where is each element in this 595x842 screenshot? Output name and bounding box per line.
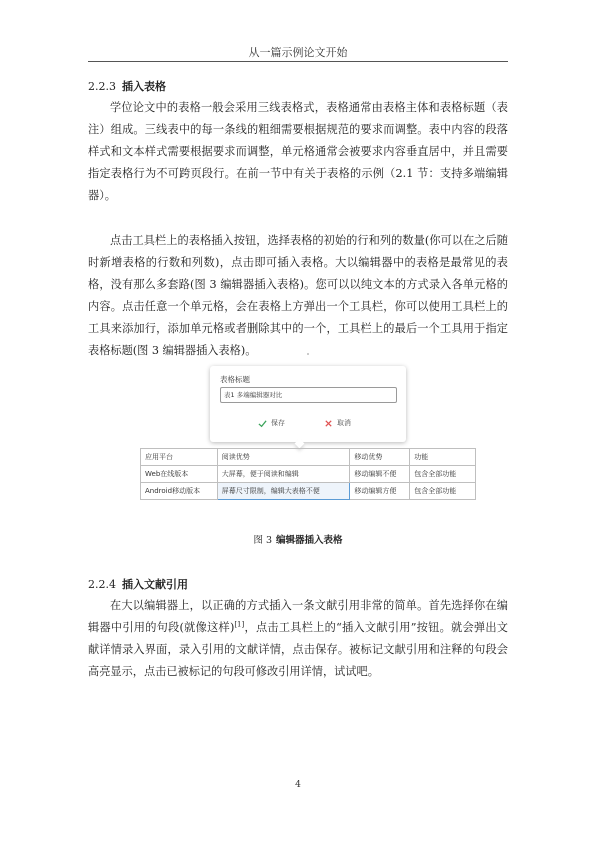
caption-number: 图 3 bbox=[253, 535, 273, 546]
check-icon bbox=[258, 419, 267, 428]
citation-mark[interactable]: [1] bbox=[234, 620, 245, 629]
table-cell[interactable]: 阅读优势 bbox=[217, 449, 350, 466]
popup-label: 表格标题 bbox=[220, 375, 250, 384]
table-cell[interactable]: 包含全部功能 bbox=[410, 483, 476, 500]
decorative-dot bbox=[307, 353, 309, 355]
save-button[interactable] bbox=[258, 418, 285, 428]
cancel-button[interactable] bbox=[324, 418, 351, 428]
figure-editor-table bbox=[140, 352, 476, 504]
table-cell-selected[interactable]: 屏幕尺寸限制，编辑大表格不便 bbox=[217, 483, 350, 500]
cancel-label: 取消 bbox=[337, 419, 351, 427]
section-title: 插入文献引用 bbox=[122, 578, 188, 591]
section-heading-2-2-3 bbox=[88, 78, 166, 94]
table-cell[interactable]: 应用平台 bbox=[141, 449, 218, 466]
table-row bbox=[141, 449, 476, 466]
table-cell[interactable]: 功能 bbox=[410, 449, 476, 466]
table-cell[interactable]: 大屏幕，便于阅读和编辑 bbox=[217, 466, 350, 483]
comparison-table bbox=[140, 448, 476, 500]
page-number: 4 bbox=[295, 780, 301, 790]
table-cell[interactable]: Web在线版本 bbox=[141, 466, 218, 483]
running-header: 从一篇示例论文开始 bbox=[248, 46, 348, 59]
paragraph-citation bbox=[88, 595, 508, 683]
close-icon bbox=[324, 419, 333, 428]
caption-input[interactable]: 表1 多端编辑器对比 bbox=[220, 387, 397, 403]
table-cell[interactable]: 移动优势 bbox=[350, 449, 410, 466]
paragraph-table-insert: 点击工具栏上的表格插入按钮，选择表格的初始的行和列的数量(你可以在之后随时新增表格的行数和列数)，点击即可插入表格。大以编辑器中的表格是最常见的表格，没有那么多套路(图 3 编辑器插入表格)。您可以以纯文本的方式录入各单元格的内容。点击任意一个单元格，会在表格上方弹出一个工具栏，你可以使用工具栏上的工具来添加行，添加单元格或者删除其中的一个，工具栏上的最后一个工具用于指定表格标题(图 3 编辑器插入表格)。 bbox=[88, 234, 508, 357]
section-heading-2-2-4 bbox=[88, 576, 188, 592]
section-title: 插入表格 bbox=[122, 80, 166, 93]
table-cell[interactable]: 移动编辑不便 bbox=[350, 466, 410, 483]
save-label: 保存 bbox=[271, 419, 285, 427]
caption-text: 编辑器插入表格 bbox=[276, 535, 343, 546]
table-row bbox=[141, 483, 476, 500]
header-rule bbox=[88, 61, 508, 62]
paragraph-table-intro: 学位论文中的表格一般会采用三线表格式，表格通常由表格主体和表格标题（表注）组成。三线表中的每一条线的粗细需要根据规范的要求而调整。表中内容的段落样式和文本样式需要根据要求而调整，单元格通常会被要求内容垂直居中，并且需要指定表格行为不可跨页段行。在前一节中有关于表格的示例（2.1 节：支持多端编辑器）。 bbox=[88, 101, 508, 202]
table-caption-popup bbox=[210, 366, 406, 442]
figure-caption bbox=[88, 532, 508, 546]
table-cell[interactable]: Android移动版本 bbox=[141, 483, 218, 500]
table-cell[interactable]: 包含全部功能 bbox=[410, 466, 476, 483]
section-number: 2.2.4 bbox=[88, 578, 116, 591]
citation-text-b: ，点击工具栏上的“插入文献引用”按钮。就会弹出文献详情录入界面，录入引用的文献详情，点击保存。被标记文献引用和注释的句段会高亮显示，点击已被标记的句段可修改引用详情，试试吧。 bbox=[88, 621, 508, 678]
section-number: 2.2.3 bbox=[88, 80, 116, 93]
table-row bbox=[141, 466, 476, 483]
citation-text-a: 在大以编辑器上，以正确的方式插入一条文献引用非常的简单。首先选择你在编辑器中引用的句段(就像这样) bbox=[88, 599, 508, 634]
table-cell[interactable]: 移动编辑方便 bbox=[350, 483, 410, 500]
